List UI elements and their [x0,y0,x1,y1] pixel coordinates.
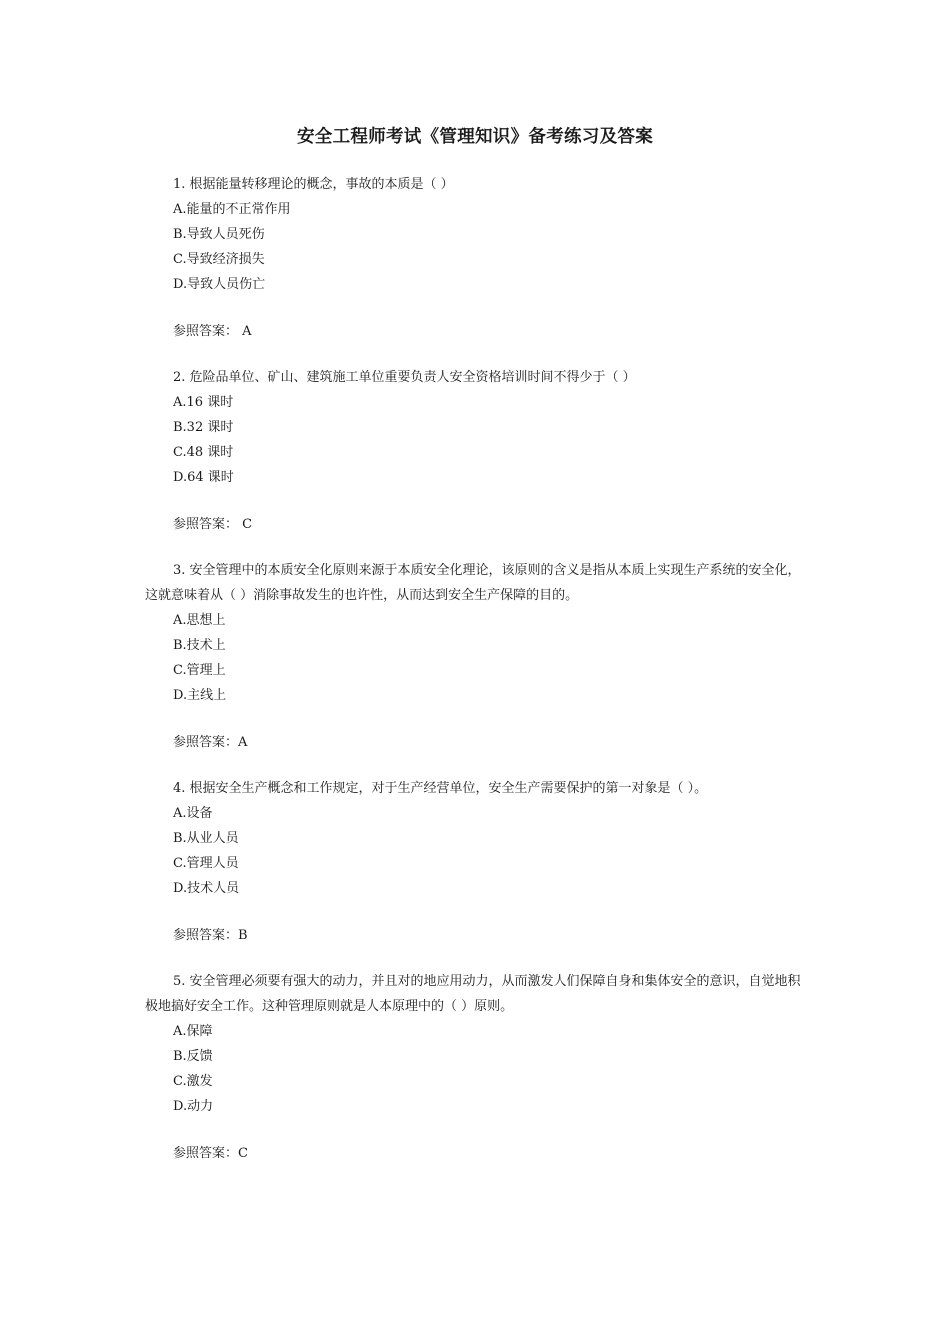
option-d: D.导致人员伤亡 [173,277,266,292]
option-d: D.主线上 [173,688,227,703]
reference-answer: 参照答案：A [173,735,248,750]
option-d: D.动力 [173,1099,214,1114]
question-text: 2. 危险品单位、矿山、建筑施工单位重要负责人安全资格培训时间不得少于（ ） [173,370,636,385]
option-b: B.从业人员 [173,831,239,846]
option-b: B.导致人员死伤 [173,227,265,242]
question-text: 4. 根据安全生产概念和工作规定，对于生产经营单位，安全生产需要保护的第一对象是（ ）。 [173,781,708,796]
question-5 [145,969,810,1166]
option-list [145,390,810,490]
question-2 [145,365,810,537]
question-3 [145,558,810,755]
option-c: C.管理上 [173,663,226,678]
option-a: A.能量的不正常作用 [173,202,291,217]
option-c: C.导致经济损失 [173,252,265,267]
option-list [145,801,810,901]
option-c: C.管理人员 [173,856,239,871]
reference-answer: 参照答案： C [173,517,253,532]
option-a: A.16 课时 [173,395,234,410]
option-a: A.保障 [173,1024,213,1039]
option-list [145,608,810,708]
document-title: 安全工程师考试《管理知识》备考练习及答案 [297,127,653,147]
option-c: C.激发 [173,1074,213,1089]
question-1 [145,172,810,344]
option-b: B.技术上 [173,638,226,653]
reference-answer: 参照答案：B [173,928,248,943]
option-b: B.32 课时 [173,420,234,435]
reference-answer: 参照答案：C [173,1146,248,1161]
question-4 [145,776,810,948]
option-list [145,197,810,297]
option-d: D.技术人员 [173,881,240,896]
reference-answer: 参照答案： A [173,324,252,339]
option-d: D.64 课时 [173,470,234,485]
option-c: C.48 课时 [173,445,234,460]
question-text: 1. 根据能量转移理论的概念，事故的本质是（ ） [173,177,454,192]
option-a: A.设备 [173,806,213,821]
option-list [145,1019,810,1119]
option-b: B.反馈 [173,1049,213,1064]
question-text: 3. 安全管理中的本质安全化原则来源于本质安全化理论，该原则的含义是指从本质上实现生产系统的安全化，这就意味着从（ ）消除事故发生的也许性，从而达到安全生产保障的目的。 [145,563,801,603]
question-text: 5. 安全管理必须要有强大的动力，并且对的地应用动力，从而激发人们保障自身和集体安全的意识，自觉地积极地搞好安全工作。这种管理原则就是人本原理中的（ ）原则。 [145,974,801,1014]
option-a: A.思想上 [173,613,226,628]
question-list [145,172,810,1187]
